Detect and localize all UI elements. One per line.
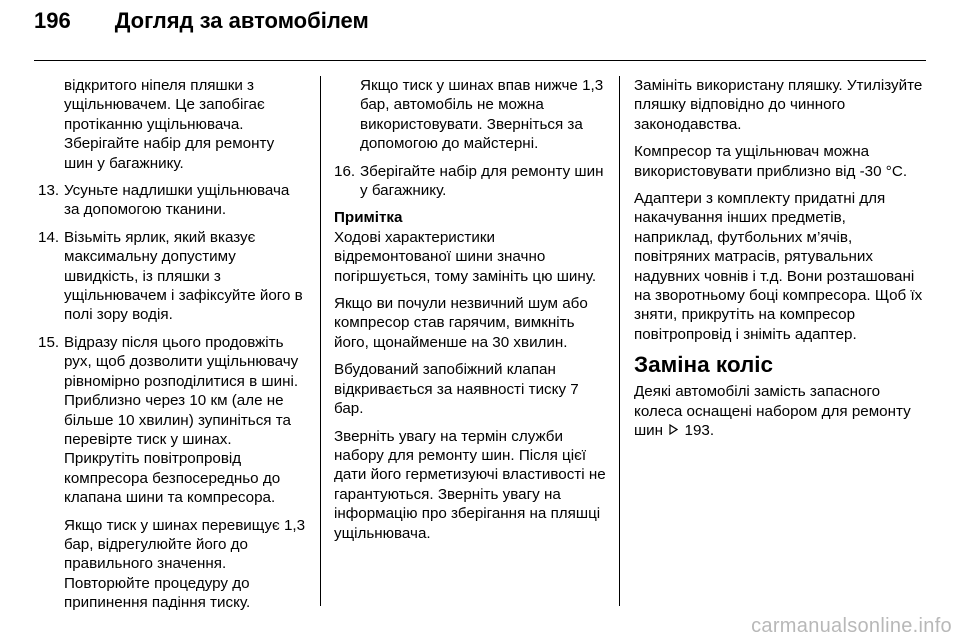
- body-paragraph: Вбудований запобіжний клапан відкривається за наявності тиску 7 бар.: [334, 361, 579, 418]
- section-paragraph: [634, 382, 924, 441]
- list-item-text: Зберігайте набір для ремонту шин у багажнику.: [360, 162, 604, 200]
- page-number: 196: [34, 8, 71, 33]
- section-text: Деякі автомобілі замість запасного колеса оснащені набором для ремонту шин: [634, 383, 911, 440]
- list-item: [38, 333, 306, 508]
- list-item-number: 14.: [38, 228, 60, 246]
- column-1: [38, 76, 306, 621]
- note-text: Ходові характеристики відремонтованої шини значно погіршується, тому замініть цю шину.: [334, 228, 597, 285]
- list-item-paragraph: Якщо тиск у шинах перевищує 1,3 бар, відрегулюйте його до правильного значення. Повторюйте процедуру до припинення падіння тиску.: [64, 516, 306, 612]
- list-item: [334, 162, 606, 201]
- list-item-number: 15.: [38, 333, 60, 351]
- list-item-text: Відразу після цього продовжіть рух, щоб дозволити ущільнювачу рівномірно розподілитися в шині. Приблизно через 10 км (але не більше 10 хвилин) зупиніться та перевірте тиск у шинах. Прикрутіть повітропровід компресора безпосередньо до клапана шини та компресора.: [64, 333, 299, 507]
- body-paragraph: Компресор та ущільнювач можна використовувати приблизно від -30 °C.: [634, 143, 908, 180]
- header-divider: [34, 60, 926, 61]
- list-item-paragraph: Якщо тиск у шинах впав нижче 1,3 бар, автомобіль не можна використовувати. Зверніться за допомогою до майстерні.: [360, 77, 604, 153]
- column-3: [634, 76, 924, 450]
- watermark: carmanualsonline.info: [751, 615, 952, 637]
- column-divider-2: [619, 76, 620, 606]
- list-item-text: Усуньте надлишки ущільнювача за допомогою тканини.: [64, 182, 290, 219]
- chapter-title: Догляд за автомобілем: [114, 8, 369, 33]
- list-item-number: 13.: [38, 182, 60, 200]
- list-item-number: 16.: [334, 162, 356, 180]
- body-paragraph: Замініть використану пляшку. Утилізуйте пляшку відповідно до чинного законодавства.: [634, 77, 923, 133]
- page-reference-link[interactable]: 193.: [684, 422, 715, 440]
- note-title: Примітка: [334, 209, 403, 227]
- page-reference-arrow-icon[interactable]: [669, 422, 678, 441]
- column-2: [334, 76, 606, 551]
- list-item: [38, 181, 306, 220]
- body-paragraph: Якщо ви почули незвичний шум або компресор став гарячим, вимкніть його, щонайменше на 30 хвилин.: [334, 295, 588, 351]
- list-item: [38, 228, 306, 325]
- section-title: Заміна коліс: [634, 352, 774, 378]
- list-item-text: Візьміть ярлик, який вказує максимальну допустиму швидкість, із пляшки з ущільнювачем і зафіксуйте його в полі зору водія.: [64, 228, 303, 324]
- column-divider-1: [320, 76, 321, 606]
- page-header: [34, 8, 369, 48]
- body-paragraph: Зверніть увагу на термін служби набору для ремонту шин. Після цієї дати його герметизуючі властивості не гарантуються. Зверніть увагу на інформацію про зберігання на пляшці ущільнювача.: [334, 427, 606, 542]
- body-paragraph: Адаптери з комплекту придатні для накачування інших предметів, наприклад, футбольних м’ячів, повітряних матрасів, рятувальних надувних човнів і т.д. Вони розташовані на зворотньому боці компресора. Щоб їх зняти, прикрутіть на компресор повітропровід і зніміть адаптер.: [634, 190, 923, 343]
- continuation-paragraph: відкритого ніпеля пляшки з ущільнювачем. Це запобігає протіканню ущільнювача. Зберігайте набір для ремонту шин у багажнику.: [64, 77, 275, 172]
